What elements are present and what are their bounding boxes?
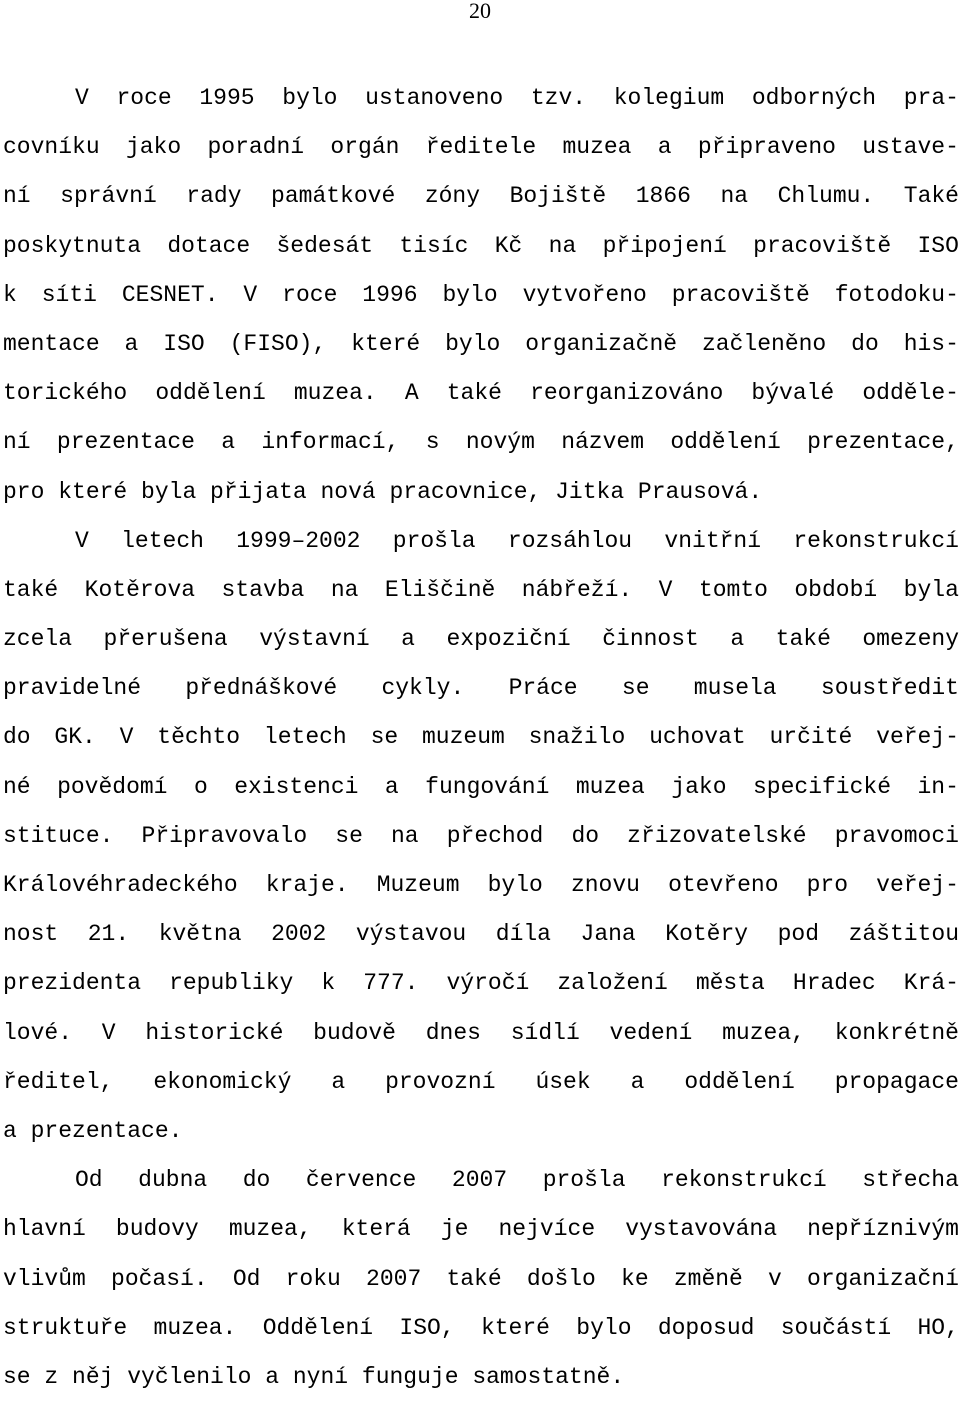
body-text [3,74,959,1402]
text-line: ní prezentace a informací, s novým názvem oddělení prezentace, [3,429,959,456]
text-line: a prezentace. [3,1117,183,1144]
text-line: pro které byla přijata nová pracovnice, Jitka Prausová. [3,478,763,505]
text-line: pravidelné přednáškové cykly. Práce se musela soustředit [3,675,959,702]
text-line: Královéhradeckého kraje. Muzeum bylo znovu otevřeno pro veřej- [3,872,959,898]
page-number: 20 [469,0,491,23]
text-line: Od dubna do července 2007 prošla rekonstrukcí střecha [75,1167,959,1194]
text-line: hlavní budovy muzea, která je nejvíce vystavována nepříznivým [3,1216,959,1243]
text-line: V letech 1999–2002 prošla rozsáhlou vnitřní rekonstrukcí [75,527,959,554]
text-line: covníku jako poradní orgán ředitele muzea a připraveno ustave- [3,134,959,161]
paragraph [3,74,959,517]
text-line: zcela přerušena výstavní a expoziční činnost a také omezeny [3,626,959,653]
text-line: prezidenta republiky k 777. výročí založení města Hradec Krá- [3,970,959,997]
text-line: torického oddělení muzea. A také reorganizováno bývalé odděle- [3,380,959,407]
text-line: ředitel, ekonomický a provozní úsek a oddělení propagace [3,1068,959,1095]
text-line: také Kotěrova stavba na Eliščině nábřeží. V tomto období byla [3,576,959,603]
text-line: struktuře muzea. Oddělení ISO, které bylo doposud součástí HO, [3,1314,959,1341]
text-line: ní správní rady památkové zóny Bojiště 1866 na Chlumu. Také [3,183,959,210]
text-line: do GK. V těchto letech se muzeum snažilo uchovat určité veřej- [3,724,959,751]
text-line: nost 21. května 2002 výstavou díla Jana Kotěry pod záštitou [3,921,959,948]
text-line: né povědomí o existenci a fungování muzea jako specifické in- [3,773,959,800]
text-line: se z něj vyčlenilo a nyní funguje samostatně. [3,1363,625,1390]
text-line: poskytnuta dotace šedesát tisíc Kč na připojení pracoviště ISO [3,232,959,259]
text-line: vlivům počasí. Od roku 2007 také došlo ke změně v organizační [3,1265,959,1292]
paragraph [3,1156,959,1402]
text-line: k síti CESNET. V roce 1996 bylo vytvořeno pracoviště fotodoku- [3,281,959,308]
text-line: V roce 1995 bylo ustanoveno tzv. kolegium odborných pra- [75,85,959,111]
text-line: stituce. Připravovalo se na přechod do zřizovatelské pravomoci [3,822,959,849]
text-line: mentace a ISO (FISO), které bylo organizačně začleněno do his- [3,330,959,357]
text-line: lové. V historické budově dnes sídlí vedení muzea, konkrétně [3,1019,959,1046]
paragraph [3,517,959,1156]
